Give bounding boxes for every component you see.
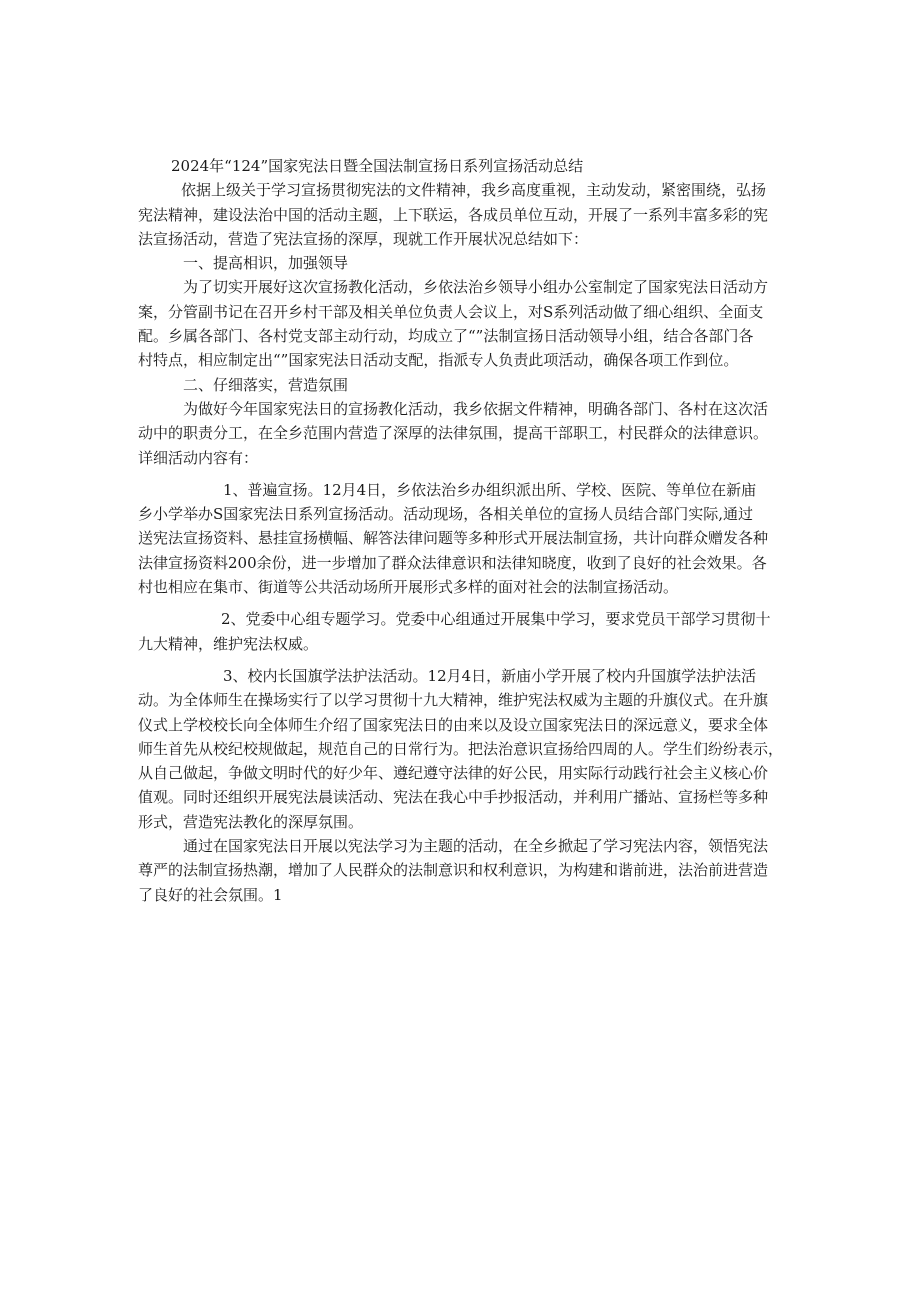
- intro-line: 宪法精神，建设法治中国的活动主题，上下联运，各成员单位互动，开展了一系列丰富多彩的宪: [138, 205, 769, 224]
- section2-line: 为做好今年国家宪法日的宣扬教化活动，我乡依据文件精神，明确各部门、各村在这次活: [183, 399, 769, 418]
- section2-paragraph: [138, 397, 778, 470]
- item3-paragraph: [138, 664, 784, 834]
- document-title: 2024年“124”国家宪法日暨全国法制宣扬日系列宣扬活动总结: [171, 157, 584, 175]
- item3-line: 仪式上学校校长向全体师生介绍了国家宪法日的由来以及设立国家宪法日的深远意义，要求全体: [138, 715, 769, 734]
- spacer: [138, 656, 778, 664]
- conclusion-line: 了良好的社会氛围。1: [138, 885, 283, 904]
- intro-paragraph: [138, 178, 778, 251]
- section2-line: 详细活动内容有：: [138, 448, 259, 467]
- section2-heading: 二、仔细落实，营造氛围: [183, 375, 349, 394]
- item1-line: 乡小学举办S国家宪法日系列宣扬活动。活动现场，各相关单位的宣扬人员结合部门实际,通过: [138, 505, 754, 524]
- document-body: [138, 154, 784, 907]
- item1-line: 村也相应在集市、街道等公共活动场所开展形式多样的面对社会的法制宣扬活动。: [138, 578, 679, 597]
- item1-line: 送宪法宣扬资料、悬挂宣扬横幅、解答法律问题等多种形式开展法制宣扬，共计向群众赠发各种: [138, 529, 769, 548]
- spacer: [138, 470, 778, 478]
- section1-line: 村特点，相应制定出“”国家宪法日活动支配，指派专人负责此项活动，确保各项工作到位。: [138, 351, 739, 370]
- intro-line: 依据上级关于学习宣扬贯彻宪法的文件精神，我乡高度重视，主动发动，紧密围绕，弘扬: [181, 181, 767, 200]
- item1-line: 法律宣扬资料200余份，进一步增加了群众法律意识和法律知晓度，收到了良好的社会效果。各: [138, 553, 767, 572]
- spacer: [138, 599, 778, 607]
- item2-line: 九大精神，维护宪法权威。: [138, 634, 319, 653]
- item3-line: 形式，营造宪法教化的深厚氛围。: [138, 812, 364, 831]
- item3-line: 3、校内长国旗学法护法活动。12月4日，新庙小学开展了校内升国旗学法护法活: [223, 666, 757, 685]
- conclusion-line: 通过在国家宪法日开展以宪法学习为主题的活动，在全乡掀起了学习宪法内容，领悟宪法: [183, 837, 769, 856]
- intro-line: 法宣扬活动，营造了宪法宣扬的深厚，现就工作开展状况总结如下：: [138, 229, 589, 248]
- conclusion-paragraph: [138, 834, 778, 907]
- conclusion-line: 尊严的法制宣扬热潮，增加了人民群众的法制意识和权利意识，为构建和谐前进，法治前进营造: [138, 861, 769, 880]
- item3-line: 值观。同时还组织开展宪法晨读活动、宪法在我心中手抄报活动，并利用广播站、宣扬栏等多种: [138, 788, 769, 807]
- section1-line: 为了切实开展好这次宣扬教化活动，乡依法治乡领导小组办公室制定了国家宪法日活动方: [183, 278, 769, 297]
- item3-line: 动。为全体师生在操场实行了以学习贯彻十九大精神，维护宪法权威为主题的升旗仪式。在升旗: [138, 691, 769, 710]
- item1-line: 1、普遍宣扬。12月4日，乡依法治乡办组织派出所、学校、医院、等单位在新庙: [223, 480, 757, 499]
- section2-line: 动中的职责分工，在全乡范围内营造了深厚的法律氛围，提高干部职工，村民群众的法律意识。: [138, 424, 769, 443]
- item2-paragraph: [138, 607, 778, 656]
- item3-line: 从自己做起，争做文明时代的好少年、遵纪遵守法律的好公民，用实际行动践行社会主义核心价: [138, 764, 769, 783]
- section1-line: 配。乡属各部门、各村党支部主动行动，均成立了“”法制宣扬日活动领导小组，结合各部门各: [138, 327, 754, 346]
- section1-paragraph: [138, 275, 778, 372]
- section1-line: 案，分管副书记在召开乡村干部及相关单位负责人会议上，对S系列活动做了细心组织、全面支: [138, 302, 764, 321]
- section1-heading: 一、提高相识，加强领导: [183, 254, 349, 273]
- item3-line: 师生首先从校纪校规做起，规范自己的日常行为。把法治意识宣扬给四周的人。学生们纷纷表示，: [138, 739, 784, 758]
- item2-line: 2、党委中心组专题学习。党委中心组通过开展集中学习，要求党员干部学习贯彻十: [221, 610, 771, 629]
- item1-paragraph: [138, 478, 778, 599]
